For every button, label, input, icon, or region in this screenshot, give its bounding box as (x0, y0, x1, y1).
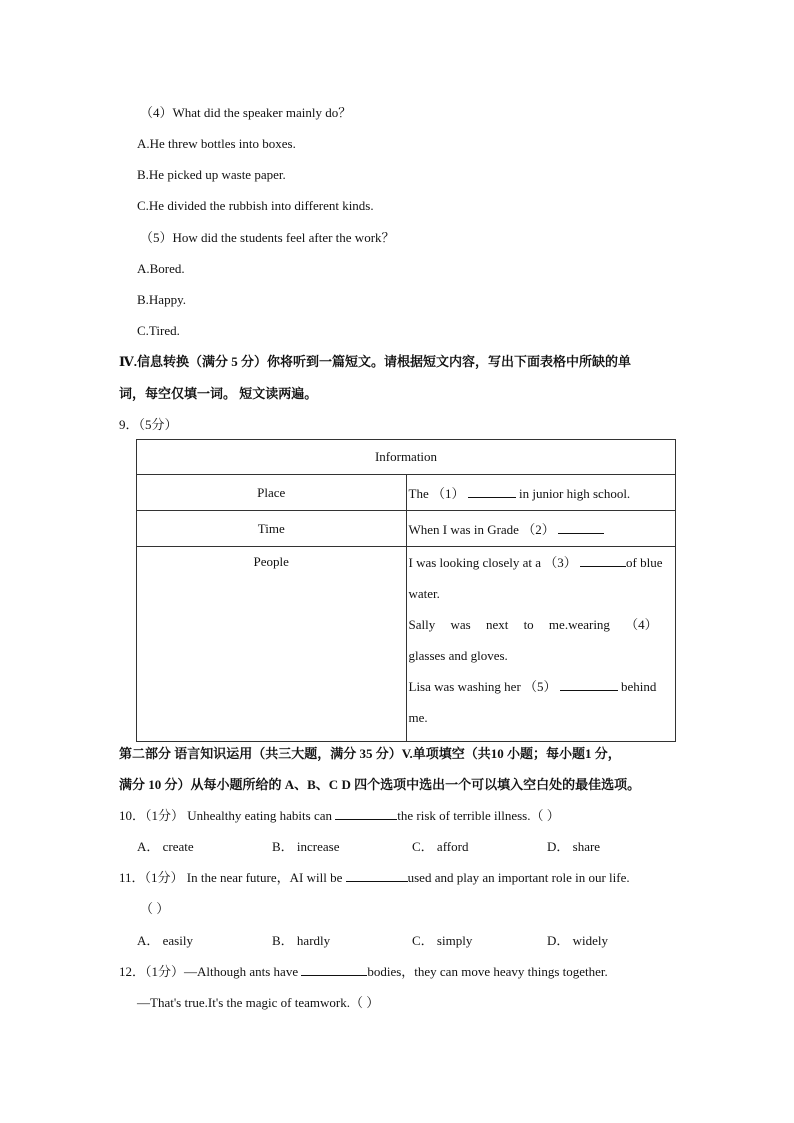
blank-5[interactable] (560, 678, 618, 691)
people-line-6: me. (408, 710, 428, 725)
people-line-3 (409, 609, 674, 640)
information-table (136, 439, 676, 742)
q11-blank[interactable] (346, 869, 408, 882)
blank-1[interactable] (468, 485, 516, 498)
place-label: Place (137, 475, 407, 511)
people-line-3-text: Sally was next to me.wearing （4） (408, 617, 658, 632)
q11-option-c[interactable]: C． simply (412, 933, 473, 948)
q12-stem (119, 963, 608, 981)
q11-answer-paren: （ ） (140, 901, 170, 916)
q11-stem (119, 869, 630, 887)
q11-option-b[interactable]: B． hardly (272, 933, 331, 948)
people-line-5 (409, 671, 674, 702)
q8-sub4-stem: （4）What did the speaker mainly do？ (140, 105, 352, 120)
q8-sub4-option-c: C.He divided the rubbish into different kinds. (137, 198, 374, 213)
people-label (137, 547, 407, 742)
q11-option-a[interactable]: A． easily (137, 933, 193, 948)
q12-stem-end: bodies，they can move heavy things together. (367, 964, 608, 979)
q8-sub5-option-a: A.Bored. (137, 261, 185, 276)
time-value-text: When I was in Grade （2） (408, 522, 555, 537)
q8-sub5-stem: （5）How did the students feel after the work？ (140, 230, 395, 245)
place-value (406, 475, 676, 511)
q10-option-c[interactable]: C． afford (412, 839, 469, 854)
time-value (406, 511, 676, 547)
people-line-4: glasses and gloves. (408, 648, 508, 663)
q10-stem (119, 807, 560, 825)
q10-option-a[interactable]: A． create (137, 839, 194, 854)
people-line-1-text: I was looking closely at a （3） (408, 555, 577, 570)
people-value (406, 547, 676, 742)
q11-option-d[interactable]: D． widely (547, 933, 609, 948)
q8-sub5-option-c: C.Tired. (137, 323, 180, 338)
people-line-5-end: behind (617, 679, 657, 694)
q10-option-d[interactable]: D． share (547, 839, 601, 854)
people-line-1-end: of blue (626, 555, 663, 570)
table-header: Information (137, 440, 676, 475)
q12-stem-start: 12．（1分）—Although ants have (119, 964, 302, 979)
q11-stem-end: used and play an important role in our life. (407, 870, 630, 885)
q8-sub5-option-b: B.Happy. (137, 292, 186, 307)
section4-heading-line1: Ⅳ.信息转换（满分 5 分）你将听到一篇短文。请根据短文内容，写出下面表格中所缺的单 (119, 354, 632, 369)
q8-sub4-option-b: B.He picked up waste paper. (137, 167, 286, 182)
people-line-2: water. (408, 586, 440, 601)
place-value-prefix: The （1） (408, 486, 465, 501)
q10-option-b[interactable]: B． increase (272, 839, 340, 854)
time-label: Time (137, 511, 407, 547)
people-line-1 (409, 547, 674, 578)
q8-sub4-option-a: A.He threw bottles into boxes. (137, 136, 296, 151)
blank-3[interactable] (580, 554, 626, 567)
section4-heading-line2: 词，每空仅填一词。 短文读两遍。 (119, 386, 318, 401)
people-label-text: People (253, 554, 289, 569)
blank-2[interactable] (558, 521, 604, 534)
q9-label: 9．（5分） (119, 417, 178, 432)
q12-reply: —That's true.It's the magic of teamwork.（ ） (137, 995, 380, 1010)
q12-blank[interactable] (301, 963, 367, 976)
q10-stem-start: 10．（1分） Unhealthy eating habits can (119, 808, 336, 823)
q11-stem-start: 11．（1分） In the near future，AI will be (119, 870, 346, 885)
people-line-5-text: Lisa was washing her （5） (408, 679, 557, 694)
place-value-suffix: in junior high school. (518, 486, 631, 501)
q10-blank[interactable] (335, 807, 397, 820)
part2-heading-line1: 第二部分 语言知识运用（共三大题，满分 35 分）V.单项填空（共10 小题；每小题1 分， (119, 746, 621, 761)
part2-heading-line2: 满分 10 分）从每小题所给的 A、B、C D 四个选项中选出一个可以填入空白处的最佳选项。 (119, 777, 641, 792)
q10-stem-end: the risk of terrible illness.（ ） (397, 808, 560, 823)
